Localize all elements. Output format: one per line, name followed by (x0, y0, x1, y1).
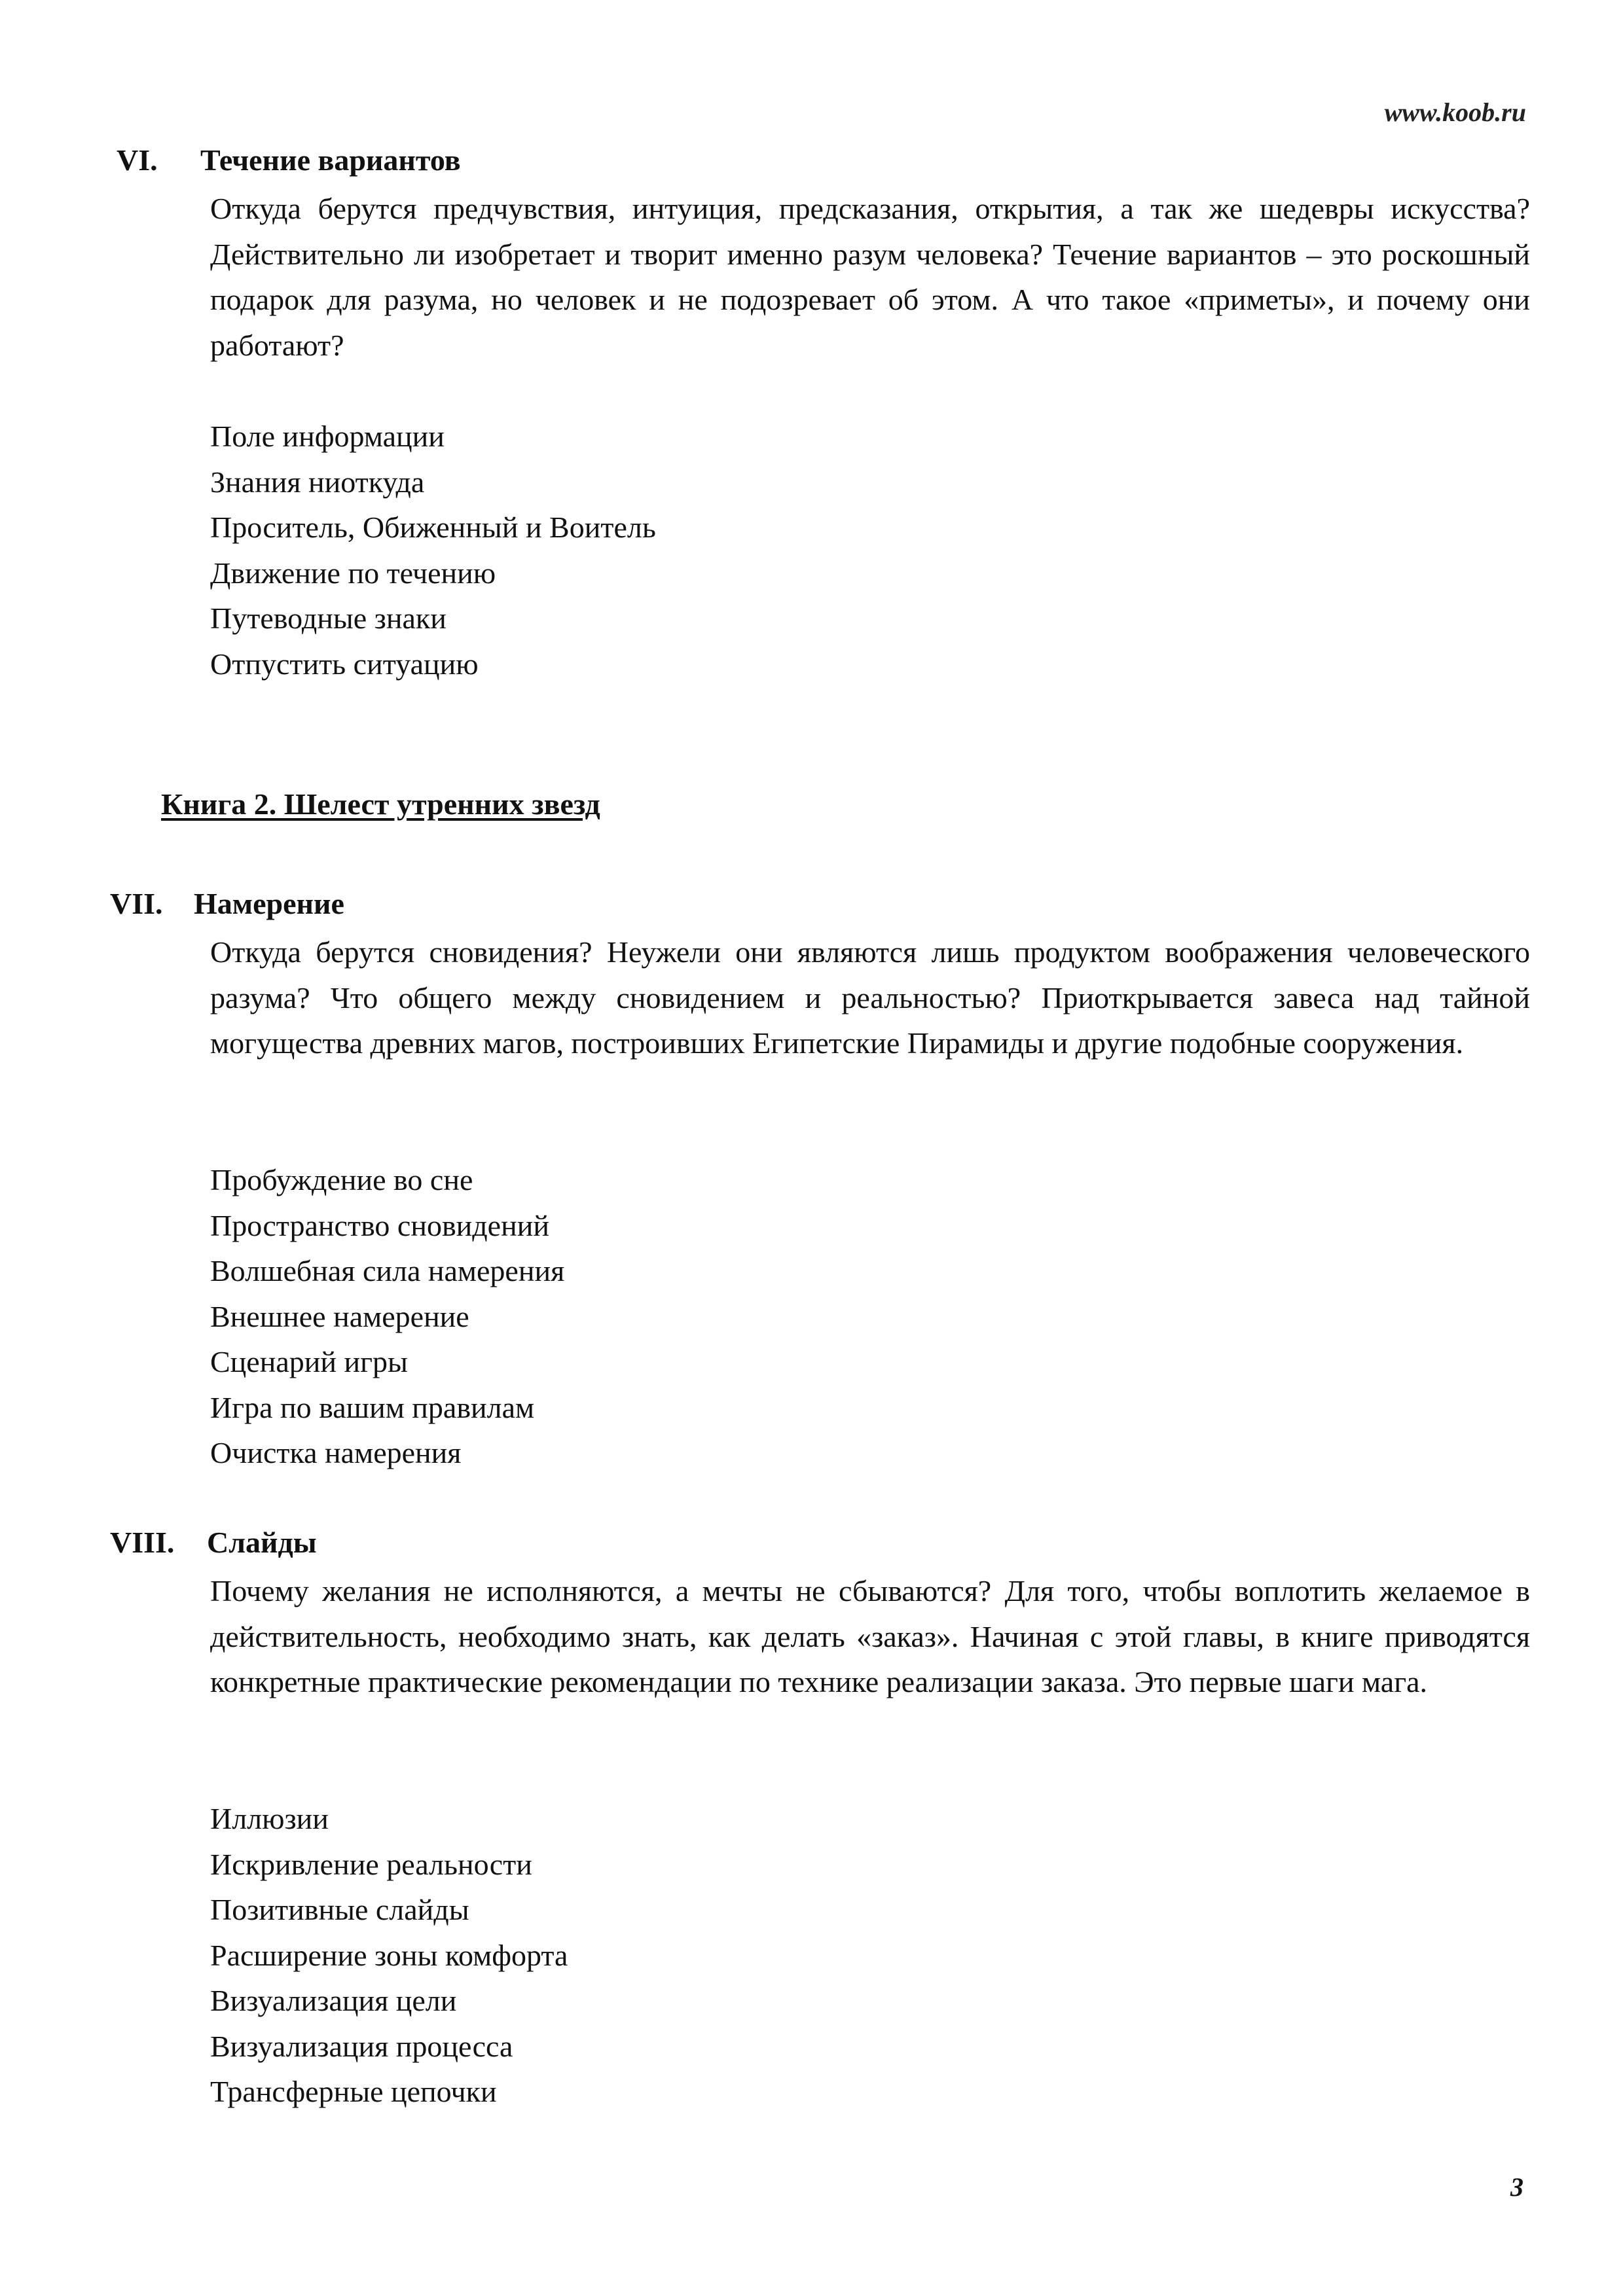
chapter-heading (117, 143, 461, 177)
page-number: 3 (1510, 2172, 1523, 2202)
chapter-numeral: VI. (117, 143, 158, 177)
list-item: Волшебная сила намерения (210, 1254, 565, 1287)
list-item: Поле информации (210, 420, 445, 453)
header-url: www.koob.ru (1384, 98, 1526, 127)
chapter-description: Почему желания не исполняются, а мечты не сбываются? Для того, чтобы воплотить желаемое в действительность, необходимо знать, как делать «заказ». Начиная с этой главы, в книге приводятся конкретные практические рекомендации по технике реализации заказа. Это первые шаги мага. (210, 1574, 1530, 1698)
list-item: Визуализация цели (210, 1984, 457, 2017)
list-item: Отпустить ситуацию (210, 647, 479, 681)
list-item: Иллюзии (210, 1802, 329, 1835)
chapter-title: Слайды (207, 1526, 317, 1559)
list-item: Визуализация процесса (210, 2029, 513, 2063)
chapter-heading (110, 886, 344, 921)
list-item: Пробуждение во сне (210, 1163, 473, 1196)
list-item: Движение по течению (210, 556, 496, 590)
chapter-heading (110, 1525, 317, 1560)
chapter-description: Откуда берутся предчувствия, интуиция, предсказания, открытия, а так же шедевры искусства? Действительно ли изобретает и творит именно разум человека? Течение вариантов – это роскошный подарок для разума, но человек и не подозревает об этом. А что такое «приметы», и почему они работают? (210, 192, 1530, 362)
list-item: Расширение зоны комфорта (210, 1938, 568, 1972)
list-item: Искривление реальности (210, 1847, 532, 1881)
list-item: Очистка намерения (210, 1436, 462, 1469)
list-item: Проситель, Обиженный и Воитель (210, 511, 656, 544)
list-item: Сценарий игры (210, 1345, 408, 1378)
list-item: Позитивные слайды (210, 1893, 469, 1926)
list-item: Игра по вашим правилам (210, 1390, 535, 1424)
list-item: Пространство сновидений (210, 1208, 549, 1242)
chapter-numeral: VII. (110, 887, 163, 920)
chapter-topics-list (210, 414, 656, 687)
list-item: Трансферные цепочки (210, 2075, 497, 2108)
chapter-topics-list (210, 1796, 568, 2115)
book-title: Книга 2. Шелест утренних звезд (161, 787, 600, 821)
chapter-numeral: VIII. (110, 1526, 175, 1559)
chapter-title: Течение вариантов (200, 143, 461, 177)
list-item: Внешнее намерение (210, 1299, 469, 1333)
chapter-description: Откуда берутся сновидения? Неужели они являются лишь продуктом воображения человеческого разума? Что общего между сновидением и реальностью? Приоткрывается завеса над тайной могущества древних магов, построивших Египетские Пирамиды и другие подобные сооружения. (210, 935, 1530, 1060)
list-item: Путеводные знаки (210, 601, 447, 635)
chapter-title: Намерение (194, 887, 344, 920)
list-item: Знания ниоткуда (210, 465, 425, 499)
chapter-topics-list (210, 1157, 564, 1476)
